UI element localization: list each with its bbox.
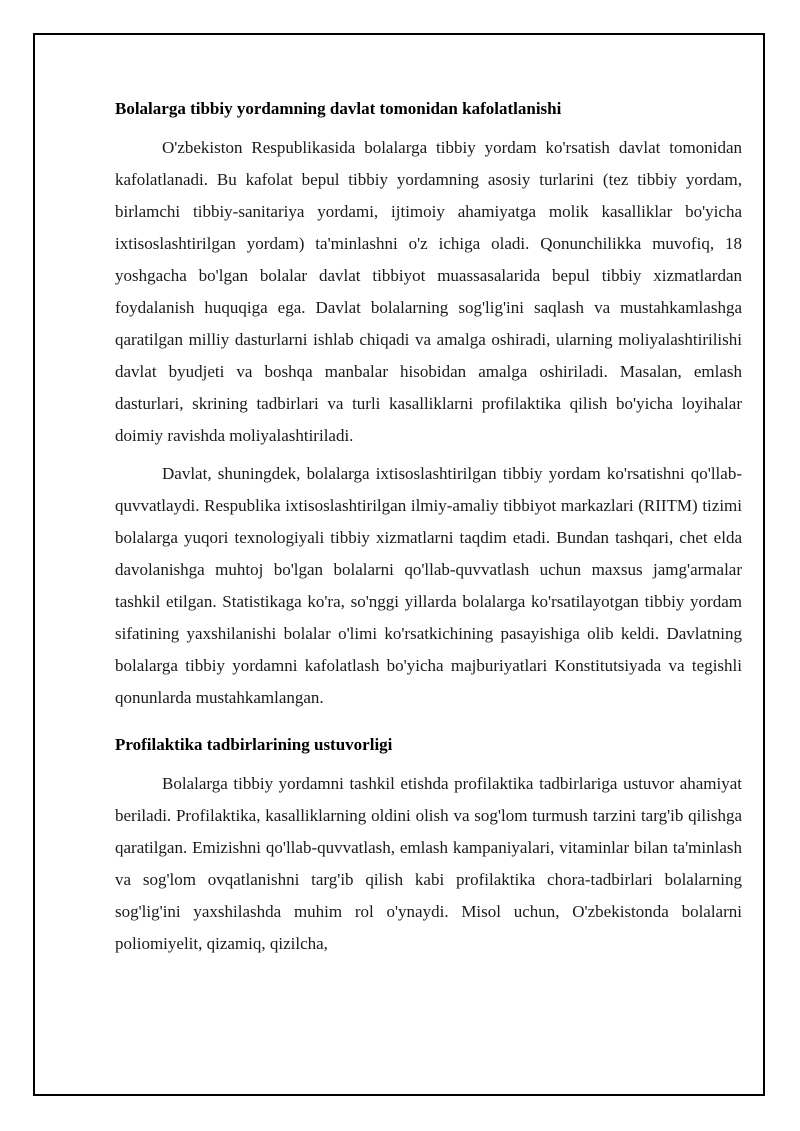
paragraph-guarantee-2: Davlat, shuningdek, bolalarga ixtisoslashtirilgan tibbiy yordam ko'rsatishni qo'llab-quvvatlaydi. Respublika ixtisoslashtirilgan ilmiy-amaliy tibbiyot markazlari (RIITM) tizimi bolalarga yuqori texnologiyali tibbiy xizmatlarni taqdim etadi. Bundan tashqari, chet elda davolanishga muhtoj bo'lgan bolalarni qo'llab-quvvatlash uchun maxsus jamg'armalar tashkil etilgan. Statistikaga ko'ra, so'nggi yillarda bolalarga ko'rsatilayotgan tibbiy yordam sifatining yaxshilanishi bolalar o'limi ko'rsatkichining pasayishiga olib keldi. Davlatning bolalarga tibbiy yordamni kafolatlash bo'yicha majburiyatlari Konstitutsiyada va tegishli qonunlarda mustahkamlangan. — [115, 464, 742, 707]
paragraph-prevention-1: Bolalarga tibbiy yordamni tashkil etishda profilaktika tadbirlariga ustuvor ahamiyat beriladi. Profilaktika, kasalliklarning oldini olish va sog'lom turmush tarzini targ'ib qilishga qaratilgan. Emizishni qo'llab-quvvatlash, emlash kampaniyalari, vitaminlar bilan ta'minlash va sog'lom ovqatlanishni targ'ib qilish kabi profilaktika chora-tadbirlari bolalarning sog'lig'ini yaxshilashda muhim rol o'ynaydi. Misol uchun, O'zbekistonda bolalarni poliomiyelit, qizamiq, qizilcha, — [115, 774, 742, 953]
paragraph-guarantee-1: O'zbekiston Respublikasida bolalarga tibbiy yordam ko'rsatish davlat tomonidan kafolatlanadi. Bu kafolat bepul tibbiy yordamning asosiy turlarini (tez tibbiy yordam, birlamchi tibbiy-sanitariya yordami, ijtimoiy ahamiyatga molik kasalliklar bo'yicha ixtisoslashtirilgan yordam) ta'minlashni o'z ichiga oladi. Qonunchilikka muvofiq, 18 yoshgacha bo'lgan bolalar davlat tibbiyot muassasalarida bepul tibbiy xizmatlardan foydalanish huquqiga ega. Davlat bolalarning sog'lig'ini saqlash va mustahkamlashga qaratilgan milliy dasturlarni ishlab chiqadi va amalga oshiradi, ularning moliyalashtirilishi davlat byudjeti va boshqa manbalar hisobidan amalga oshiriladi. Masalan, emlash dasturlari, skrining tadbirlari va turli kasalliklarni profilaktika qilish bo'yicha loyihalar doimiy ravishda moliyalashtiriladi. — [115, 138, 742, 445]
section-heading-prevention: Profilaktika tadbirlarining ustuvorligi — [115, 735, 393, 754]
document-body — [115, 96, 742, 966]
section-heading-guarantee: Bolalarga tibbiy yordamning davlat tomonidan kafolatlanishi — [115, 99, 562, 118]
